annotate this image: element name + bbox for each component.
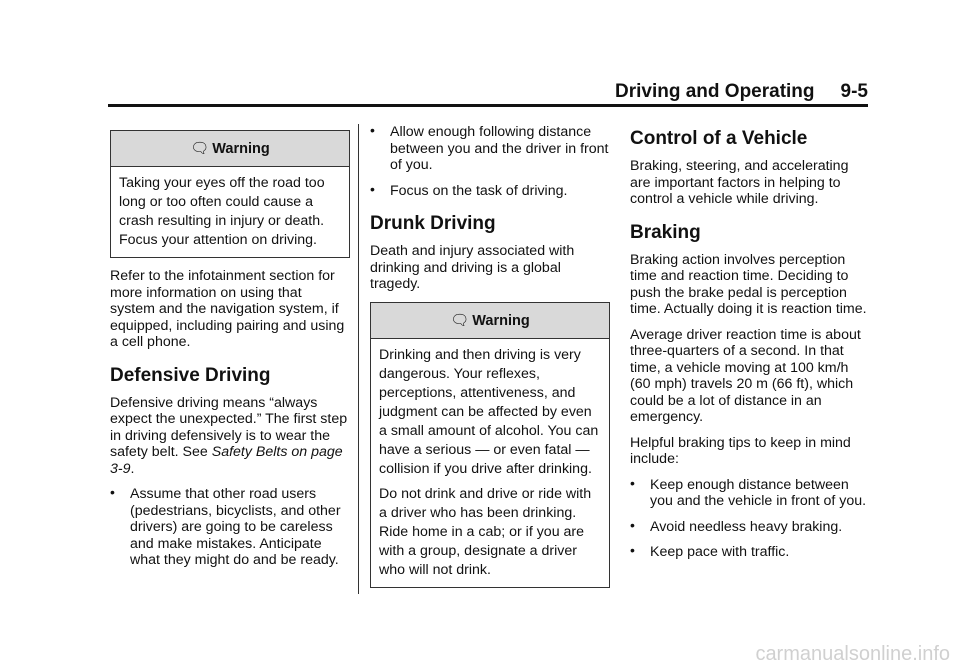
list-item [370,124,610,174]
list-item [630,516,870,536]
warning-text: Do not drink and drive or ride with a driver who has been drinking. Ride home in a cab; or if you are with a group, designate a driver who will not drink. [379,485,592,578]
warning-body [371,339,609,587]
warning-icon: 🗨 [450,311,470,329]
safety-belts-link[interactable]: Safety Belts on page 3-9 [110,444,343,477]
warning-header [111,131,349,167]
list-item [630,544,870,561]
defensive-driving-heading: Defensive Driving [110,364,271,386]
warning-text: Drinking and then driving is very dangerous. Your reflexes, perceptions, attentiveness, and judgment can be affected by even a small amount of alcohol. You can have a serious — or even fatal — collision if you drive after drinking. [379,346,599,477]
braking-tips-paragraph: Helpful braking tips to keep in mind include: [630,434,851,467]
braking-paragraph: Braking action involves perception time and reaction time. Deciding to push the brake pedal is perception time. Actually doing it is reaction time. [630,251,867,317]
watermark: carmanualsonline.info [755,643,950,665]
defensive-text-end: . [130,460,135,477]
bullet-icon: • [370,180,375,197]
column-right [630,124,870,570]
warning-box-drinking [370,302,610,588]
section-title: Driving and Operating [615,81,815,102]
warning-box-eyes [110,130,350,258]
bullet-icon: • [630,474,635,491]
warning-title: Warning [472,312,530,329]
reaction-time-paragraph: Average driver reaction time is about three-quarters of a second. In that time, a vehicle moving at 100 km/h (60 mph) travels 20 m (66 ft), which could be a lot of distance in an emergency. [630,326,861,425]
list-item-text: Avoid needless heavy braking. [650,518,843,535]
list-item [370,180,610,200]
page-number: 9-5 [840,81,868,102]
defensive-text: Defensive driving means “always expect the unexpected.” The first step in driving defensively is to wear the safety belt. See [110,394,348,460]
column-middle [370,124,610,598]
warning-header [371,303,609,339]
following-bullets [370,124,610,199]
warning-body [111,167,349,257]
column-divider [358,124,359,594]
infotainment-paragraph: Refer to the infotainment section for more information on using that system and the navigation system, if equipped, including pairing and using a cell phone. [110,268,345,350]
warning-icon: 🗨 [190,140,210,157]
defensive-bullets [110,486,350,569]
defensive-driving-paragraph [110,395,350,478]
list-item-text: Keep enough distance between you and the vehicle in front of you. [650,476,867,509]
list-item [630,474,870,510]
braking-heading: Braking [630,221,701,243]
control-paragraph: Braking, steering, and accelerating are important factors in helping to control a vehicle while driving. [630,158,849,207]
braking-bullets [630,474,870,561]
bullet-icon: • [630,542,635,558]
drunk-driving-paragraph: Death and injury associated with drinking and driving is a global tragedy. [370,243,575,292]
column-left [110,124,350,578]
list-item [110,486,350,569]
list-item-text: Focus on the task of driving. [390,182,568,199]
warning-title: Warning [212,141,270,157]
header-rule [108,104,868,107]
bullet-icon: • [110,484,115,500]
list-item-text: Keep pace with traffic. [650,544,790,560]
drunk-driving-heading: Drunk Driving [370,213,496,234]
list-item-text: Allow enough following distance between you and the driver in front of you. [390,124,609,173]
bullet-icon: • [630,516,635,533]
warning-text: Taking your eyes off the road too long or too often could cause a crash resulting in injury or death. Focus your attention on driving. [119,175,325,248]
page-header [108,82,868,102]
control-heading: Control of a Vehicle [630,128,808,149]
list-item-text: Assume that other road users (pedestrians, bicyclists, and other drivers) are going to be careless and make mistakes. Anticipate what they might do and be ready. [130,486,341,568]
bullet-icon: • [370,122,375,138]
